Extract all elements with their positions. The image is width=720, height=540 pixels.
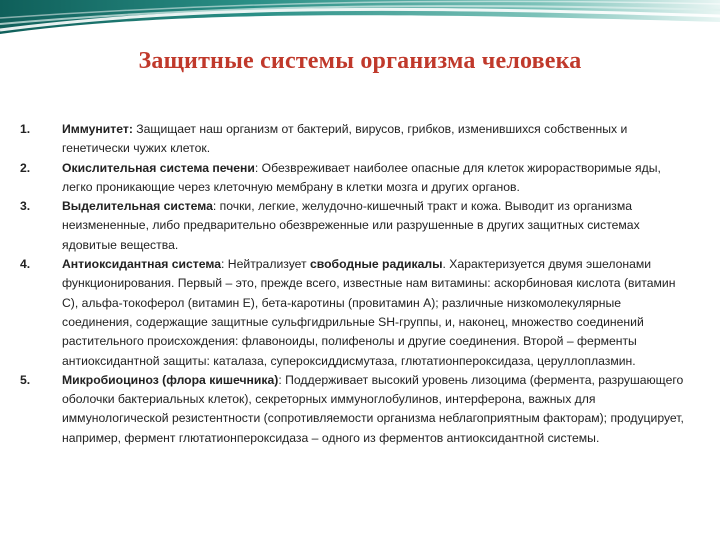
item-number: 2. [20, 160, 31, 175]
decorative-banner [0, 0, 720, 42]
list-item [20, 371, 690, 448]
item-term: Выделительная система [62, 199, 213, 214]
item-number: 1. [20, 122, 31, 136]
item-term-inline: свободные радикалы [310, 257, 443, 272]
list-item [20, 120, 690, 159]
list-item [20, 197, 690, 255]
item-number: 4. [20, 257, 31, 272]
defense-systems-list [20, 120, 690, 448]
item-number: 5. [20, 372, 31, 387]
item-term: Микробиоциноз (флора кишечника) [62, 372, 279, 387]
item-description: : Обезвреживает наиболее опасные для клеток жирорастворимые яды, легко проникающие через клеточную мембрану в клетки мозга и других органов. [62, 160, 661, 194]
item-number: 3. [20, 199, 31, 214]
list-item [20, 255, 690, 371]
item-description: : почки, легкие, желудочно-кишечный тракт и кожа. Выводит из организма неизмененные, либо предварительно обезвреженные или разрушенные в других защитных системах ядовитые вещества. [62, 199, 640, 252]
item-term: Антиоксидантная система [62, 257, 222, 272]
item-term: Окислительная система печени [62, 160, 255, 175]
slide-title: Защитные системы организма человека [138, 48, 582, 74]
item-description: Защищает наш организм от бактерий, вирусов, грибков, изменившихся собственных и генетически чужих клеток. [62, 122, 628, 156]
list-item [20, 159, 690, 198]
item-description: : Поддерживает высокий уровень лизоцима (фермента, разрушающего оболочки бактериальных клеток), секреторных иммуноглобулинов, интерферона, важных для иммунологической резистентности (сопротивляемости организма неблагоприятным факторам); продуцирует, например, фермент глютатионпероксидаза – одного из ферментов антиоксидантной системы. [62, 372, 684, 445]
item-description: . Характеризуется двумя эшелонами функционирования. Первый – это, прежде всего, известные нам витамины: аскорбиновая кислота (витамин С), альфа-токоферол (витамин Е), бета-каротины (провитамин А); различные низкомолекулярные соединения, содержащие защитные сульфгидрильные SH-группы, и, наконец, множество соединений растительного происхождения: флавоноиды, полифенолы и другие соединения. Второй – ферменты антиоксидантной защиты: каталаза, супероксиддисмутаза, глютатионпероксидаза, церуллоплазмин. [62, 257, 676, 368]
item-description: : Нейтрализует [221, 257, 310, 272]
item-term: Иммунитет: [62, 122, 133, 136]
